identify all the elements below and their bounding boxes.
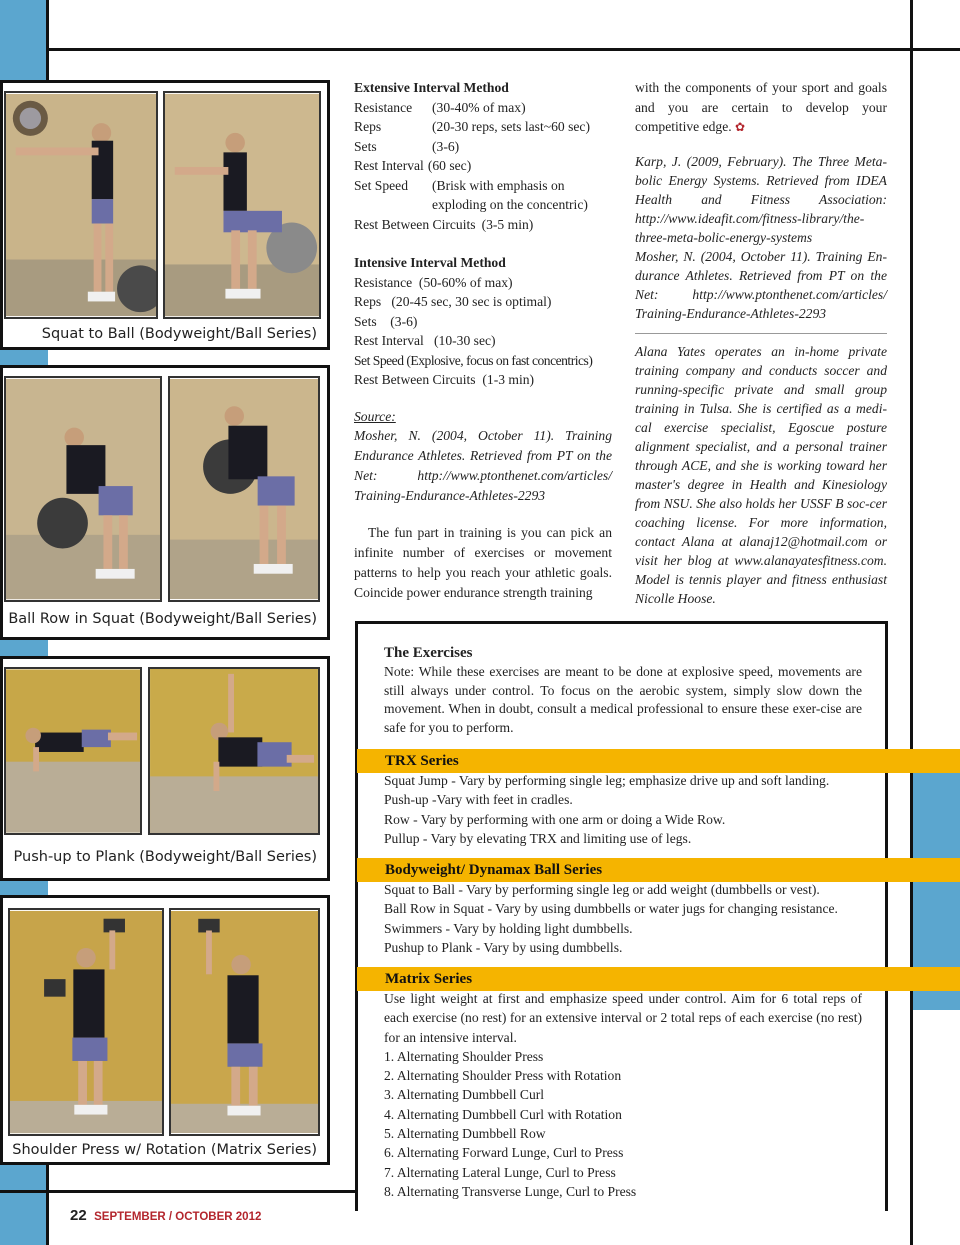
extensive-key: Rest Between Circuits [354,216,476,232]
middle-column [354,78,612,603]
extensive-row [354,215,612,235]
frame-line-left [46,0,49,80]
matrix-intro: Use light weight at first and emphasize speed under control. Aim for 6 total reps of each exercise (no rest) for an extensive interval or 2 total reps of each exercise (no rest) for an intensive interval. [384,991,862,1045]
extensive-row [354,117,612,137]
blue-strip-left-1 [0,350,48,365]
intensive-row: Reps (20-45 sec, 30 sec is optimal) [354,294,552,309]
matrix-item: 5. Alternating Dumbbell Row [384,1126,546,1142]
photo-pushup-1 [4,667,142,835]
pushup-photo-1-image [6,669,140,833]
shoulder-photo-1-image [10,910,162,1134]
frame-line-top [46,48,960,51]
squat-photo-1-image [6,93,156,317]
frame-line-right [910,0,913,1245]
continuation-span: with the components of your sport and goals and you are certain to develop your competitive edge. [635,80,887,134]
source-label: Source: [354,408,396,424]
caption-pushup: Push-up to Plank (Bodyweight/Ball Series) [13,849,317,865]
photo-box-shoulder [0,895,330,1165]
squat-photo-2-image [165,93,319,317]
trx-item: Squat Jump - Vary by performing single leg; emphasize drive up and soft landing. [384,773,830,788]
exercises-header [384,644,862,737]
photo-squat-1 [4,91,158,319]
intensive-row: Rest Interval (10-30 sec) [354,333,496,348]
frame-line-bottom [0,1190,358,1193]
extensive-key: Sets [354,138,377,154]
extensive-row [354,156,612,176]
frame-line-left-bottom [46,1165,49,1245]
bodyweight-item: Pushup to Plank - Vary by using dumbbells. [384,939,623,955]
source-text: Mosher, N. (2004, October 11). Training Endurance Athletes. Retrieved from PT on the Net: http://www.ptonthenet.com/articles/ Training-Endurance-Athletes-2293 [354,428,612,503]
author-bio: Alana Yates operates an in-home private training company and conducts soccer and running-specific private and small group training in Tulsa. She is certified as a medi-cal exercise specialist, Egoscue posture alignment specialist, and a personal trainer through ACE, and she is working toward her master's degree in Health and Kinesiology from NSU. She also holds her USSF B soc-cer coaching license. For more information, contact Alana at alanaj12@hotmail.com or visit her blog at www.alanayatesfitness.com. Model is tennis player and fitness enthusiast Nicolle Hoose. [635,343,887,606]
ballrow-photo-2-image [170,378,318,600]
page-number: 22 [70,1207,87,1224]
extensive-key: Reps [354,119,382,134]
trx-item: Pullup - Vary by elevating TRX and limiting use of legs. [384,830,692,846]
matrix-item: 8. Alternating Transverse Lunge, Curl to Press [384,1183,637,1199]
intensive-row: Rest Between Circuits (1-3 min) [354,372,535,387]
reference-mosher: Mosher, N. (2004, October 11). Training En-durance Athletes. Retrieved from PT on the Net: http://www.ptonthenet.com/articles/ Training-Endurance-Athletes-2293 [635,248,887,321]
matrix-item: 7. Alternating Lateral Lunge, Curl to Press [384,1164,616,1180]
pushup-photo-2-image [150,669,318,833]
blue-strip-left-2 [0,640,48,656]
ballrow-photo-1-image [6,378,160,600]
extensive-value: (3-6) [432,138,460,154]
bio-divider [635,333,887,334]
extensive-key: Resistance [354,99,413,115]
matrix-item: 6. Alternating Forward Lunge, Curl to Press [384,1145,624,1161]
caption-squat: Squat to Ball (Bodyweight/Ball Series) [41,326,317,342]
exercises-note: Note: While these exercises are meant to be done at explosive speed, movements are still always under control. To focus on the aerobic system, simply slow down the movement. When in doubt, consult a medical professional to ensure these exer-cise are safe for you to perform. [384,664,862,735]
extensive-row [354,176,612,196]
trx-item: Push-up -Vary with feet in cradles. [384,792,573,808]
issue-date: SEPTEMBER / OCTOBER 2012 [94,1211,262,1223]
extensive-key: Rest Interval [354,158,424,173]
shoulder-photo-2-image [171,910,318,1134]
bodyweight-item: Squat to Ball - Vary by performing single leg or add weight (dumbbells or vest). [384,882,820,897]
photo-pushup-2 [148,667,320,835]
matrix-series-list [384,989,862,1201]
blue-strip-left-3 [0,880,48,895]
trx-item: Row - Vary by performing with one arm or doing a Wide Row. [384,811,726,827]
matrix-item: 3. Alternating Dumbbell Curl [384,1087,545,1103]
matrix-series-band: Matrix Series [357,967,960,991]
end-mark-icon: ✿ [735,120,746,134]
extensive-value: (20-30 reps, sets last~60 sec) [432,119,590,134]
bodyweight-series-band: Bodyweight/ Dynamax Ball Series [357,858,960,882]
exercises-title: The Exercises [384,645,473,661]
photo-ballrow-2 [168,376,320,602]
extensive-value: exploding on the concentric) [432,197,588,212]
photo-box-squat [0,80,330,350]
extensive-title: Extensive Interval Method [354,80,509,95]
caption-ballrow: Ball Row in Squat (Bodyweight/Ball Series) [8,611,317,627]
bodyweight-item: Swimmers - Vary by holding light dumbbells. [384,920,633,936]
extensive-value: (Brisk with emphasis on [432,177,565,193]
blue-strip-top [0,0,48,80]
extensive-value: (30-40% of max) [432,99,526,115]
extensive-row [354,195,612,215]
extensive-row [354,137,612,157]
photo-box-pushup [0,656,330,881]
extensive-value: (3-5 min) [481,216,534,232]
intensive-row: Sets (3-6) [354,313,418,329]
trx-series-band: TRX Series [357,749,960,773]
intensive-row: Resistance (50-60% of max) [354,274,513,290]
blue-strip-bottom [0,1165,48,1245]
right-column [635,78,887,608]
intensive-row: Set Speed (Explosive, focus on fast concentrics) [354,352,593,368]
photo-ballrow-1 [4,376,162,602]
extensive-row [354,98,612,118]
bodyweight-item: Ball Row in Squat - Vary by using dumbbells or water jugs for changing resistance. [384,901,838,917]
reference-karp: Karp, J. (2009, February). The Three Meta-bolic Energy Systems. Retrieved from IDEA Health and Fitness Association: http://www.ideafit.com/fitness-library/the-three-meta-bolic-energy-systems [635,153,887,245]
matrix-item: 2. Alternating Shoulder Press with Rotation [384,1068,622,1084]
photo-shoulder-1 [8,908,164,1136]
body-paragraph: The fun part in training is you can pick an infinite number of exercises or movement patterns to help you reach your athletic goals. Coincide power endurance strength training [354,525,612,600]
photo-shoulder-2 [169,908,320,1136]
photo-box-ballrow [0,365,330,640]
caption-shoulder: Shoulder Press w/ Rotation (Matrix Series) [12,1142,317,1158]
matrix-item: 4. Alternating Dumbbell Curl with Rotation [384,1106,622,1122]
page-footer [70,1207,261,1225]
extensive-key: Set Speed [354,177,408,193]
bodyweight-series-list [384,880,862,957]
matrix-item: 1. Alternating Shoulder Press [384,1048,544,1064]
trx-series-list [384,771,862,848]
extensive-value: (60 sec) [427,158,472,173]
extensive-key [354,195,432,215]
continuation-text [635,78,887,138]
intensive-title: Intensive Interval Method [354,255,506,270]
photo-squat-2 [163,91,321,319]
